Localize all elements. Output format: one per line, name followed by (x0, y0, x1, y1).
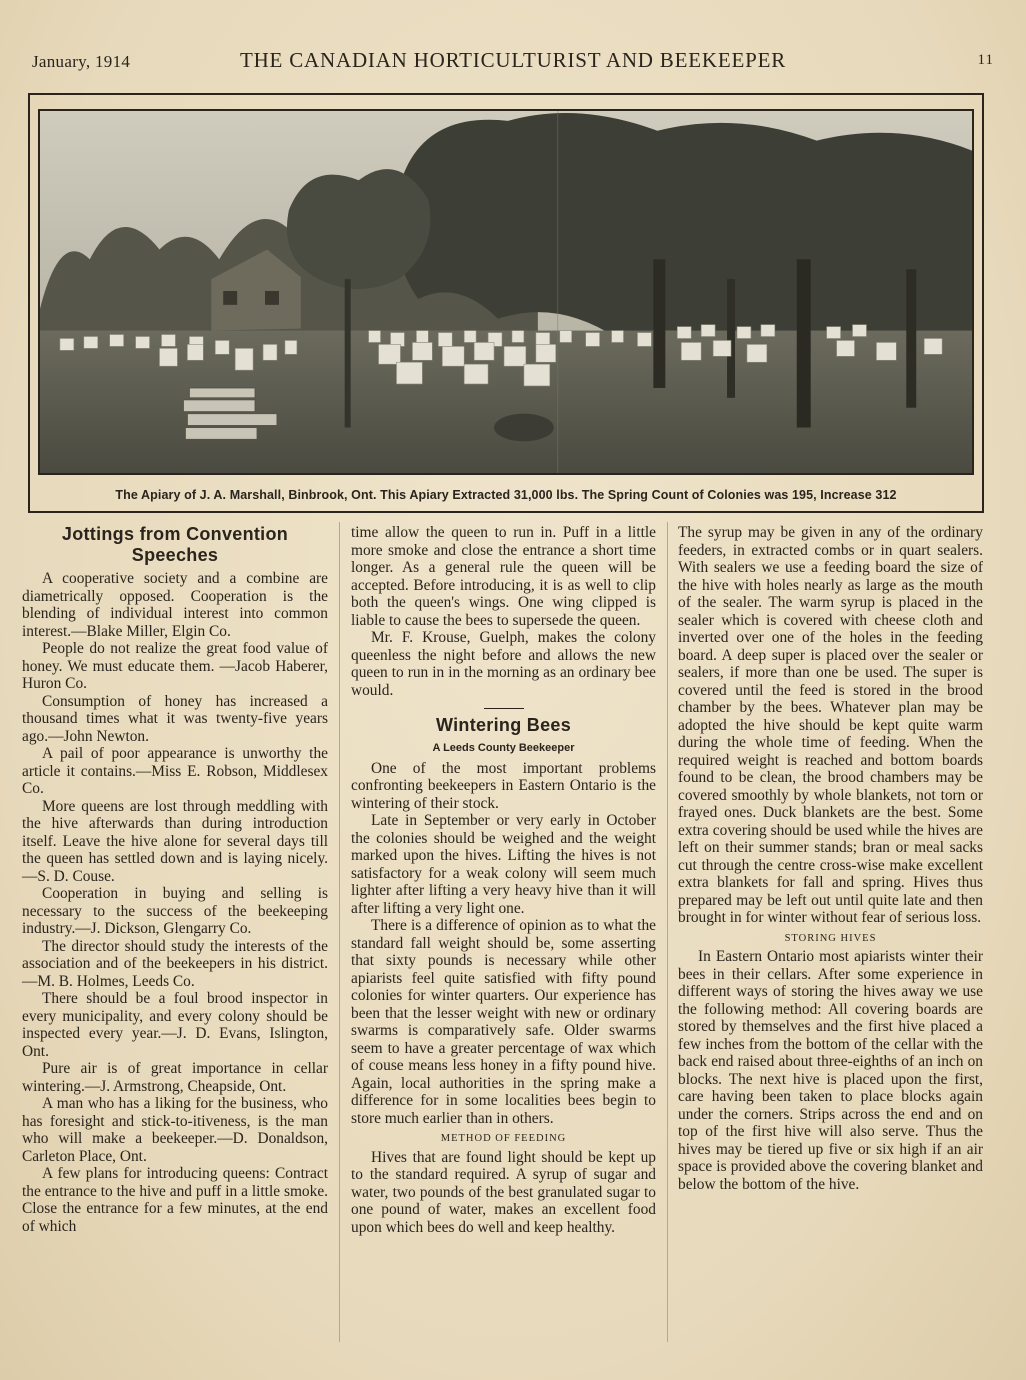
column-rule-1 (339, 522, 340, 1342)
paragraph: Consumption of honey has increased a thousand times what it was twenty-five years ago.—John Newton. (22, 692, 328, 745)
photo-frame (28, 93, 984, 513)
paragraph: There is a difference of opinion as to what the standard fall weight should be, some asserting that sixty pounds is necessary while other apiarists feel quite satisfied with fifty pound colonies for winter quarters. Our experience has been that the lesser weight with new or ordinary swarms is comparatively safe. Older swarms seem to have a greater percentage of wax which of couse means less honey in a fifty pound hive. Again, local authorities in the spring make a difference for in some localities bees begin to store much earlier than in others. (351, 917, 656, 1127)
paragraph: One of the most important problems confronting beekeepers in Eastern Ontario is the wintering of their stock. (351, 759, 656, 812)
paragraph: More queens are lost through meddling with the hive afterwards than during introduction itself. Leave the hive alone for several days till the queen has settled down and is laying nicely.—S. D. Couse. (22, 797, 328, 885)
paragraph: Late in September or very early in October the colonies should be weighed and the weight marked upon the hives. Lifting the hives is not satisfactory for a weak colony will seem much lighter after lifting a very heavy hive than it will after lifting a very light one. (351, 812, 656, 917)
column-2 (351, 524, 656, 1236)
publication-title: THE CANADIAN HORTICULTURIST AND BEEKEEPER (239, 48, 787, 72)
column-3 (678, 524, 983, 1193)
subheading-storing-hives: STORING HIVES (784, 932, 877, 944)
column-1 (22, 524, 328, 1235)
article-byline: A Leeds County Beekeeper (432, 742, 575, 754)
paragraph: time allow the queen to run in. Puff in a little more smoke and close the entrance a short time longer. As a general rule the queen will be accepted. Before introducing, it is as well to clip both the queen's wings. One wing clipped is liable to cause the bees to supersede the queen. (351, 524, 656, 629)
article-title-wintering-bees: Wintering Bees (435, 715, 572, 735)
paragraph: In Eastern Ontario most apiarists winter their bees in their cellars. After some experience in different ways of storing the hives away we use the following method: All covering boards are stored by themselves and the first hive placed a few inches from the bottom of the cellar with the back end raised about three-eighths of an inch on blocks. The next hive is placed upon the first, care having been taken to place blocks again under the corners. Strips across the end and on top of the first hive will also serve. Thus the hives may be tiered up five or six high if an air space is provided above the covering blanket and below the bottom of the hive. (678, 948, 983, 1193)
paragraph: Cooperation in buying and selling is necessary to the success of the beekeeping industry.—J. Dickson, Glengarry Co. (22, 885, 328, 937)
paragraph: The director should study the interests of the association and of the beekeepers in his district.—M. B. Holmes, Leeds Co. (22, 937, 328, 990)
apiary-photograph (38, 109, 974, 475)
paragraph: People do not realize the great food value of honey. We must educate them. —Jacob Haberer, Huron Co. (22, 640, 328, 692)
paragraph: Hives that are found light should be kept up to the standard required. A syrup of sugar and water, two pounds of the best granulated sugar to one pound of water, makes an excellent food upon which bees do well and keep healthy. (351, 1148, 656, 1236)
paragraph: Pure air is of great importance in cellar wintering.—J. Armstrong, Cheapside, Ont. (22, 1060, 328, 1095)
issue-date: January, 1914 (32, 52, 131, 71)
paragraph: Mr. F. Krouse, Guelph, makes the colony queenless the night before and allows the new queen to run in in the morning as an ordinary bee would. (351, 629, 656, 699)
article-title-jottings: Jottings from Convention Speeches (61, 524, 289, 565)
photo-caption: The Apiary of J. A. Marshall, Binbrook, Ont. This Apiary Extracted 31,000 lbs. The Spring Count of Colonies was 195, Increase 312 (115, 488, 897, 502)
running-header (30, 48, 996, 78)
section-divider (484, 708, 524, 709)
apiary-photo-image (40, 111, 972, 473)
paragraph: A pail of poor appearance is unworthy the article it contains.—Miss E. Robson, Middlesex Co. (22, 745, 328, 797)
paragraph: There should be a foul brood inspector in every municipality, and every colony should be inspected every year.—J. D. Evans, Islington, Ont. (22, 990, 328, 1060)
subheading-method-of-feeding: METHOD OF FEEDING (440, 1133, 567, 1144)
paragraph: A man who has a liking for the business, who has foresight and stick-to-itiveness, is the man who will make a beekeeper.—D. Donaldson, Carleton Place, Ont. (22, 1095, 328, 1165)
column-rule-2 (667, 522, 668, 1342)
page-number: 11 (977, 52, 994, 68)
paragraph: A few plans for introducing queens: Contract the entrance to the hive and puff in a little smoke. Close the entrance for a few minutes, at the end of which (22, 1165, 328, 1235)
paragraph: A cooperative society and a combine are diametrically opposed. Cooperation is the blending of individual interest into common interest.—Blake Miller, Elgin Co. (22, 570, 328, 640)
paragraph: The syrup may be given in any of the ordinary feeders, in extracted combs or in quart sealers. With sealers we use a feeding board the size of the hive with holes nearly as large as the mouth of the sealer. The warm syrup is placed in the sealer which is covered with cheese cloth and inverted over one of the holes in the feeding board. A deep super is placed over the sealer or sealers, if more than one be used. The super is covered until the feed is stored in the brood chamber by the bees. Whatever plan may be adopted the hive should be kept quite warm during the whole time of feeding. When the required weight is reached and bottom boards found to be clean, the brood chambers may be covered smoothly by whole blankets, not torn or frayed ones. Duck blankets are the best. Some extra covering should be used while the hives are left on their summer stands; bran or meal sacks cut through the centre cross-wise make excellent extra blankets for fall and spring. Hives thus prepared may be left out until quite late and then brought in for winter without fear of serious loss. (678, 524, 983, 926)
